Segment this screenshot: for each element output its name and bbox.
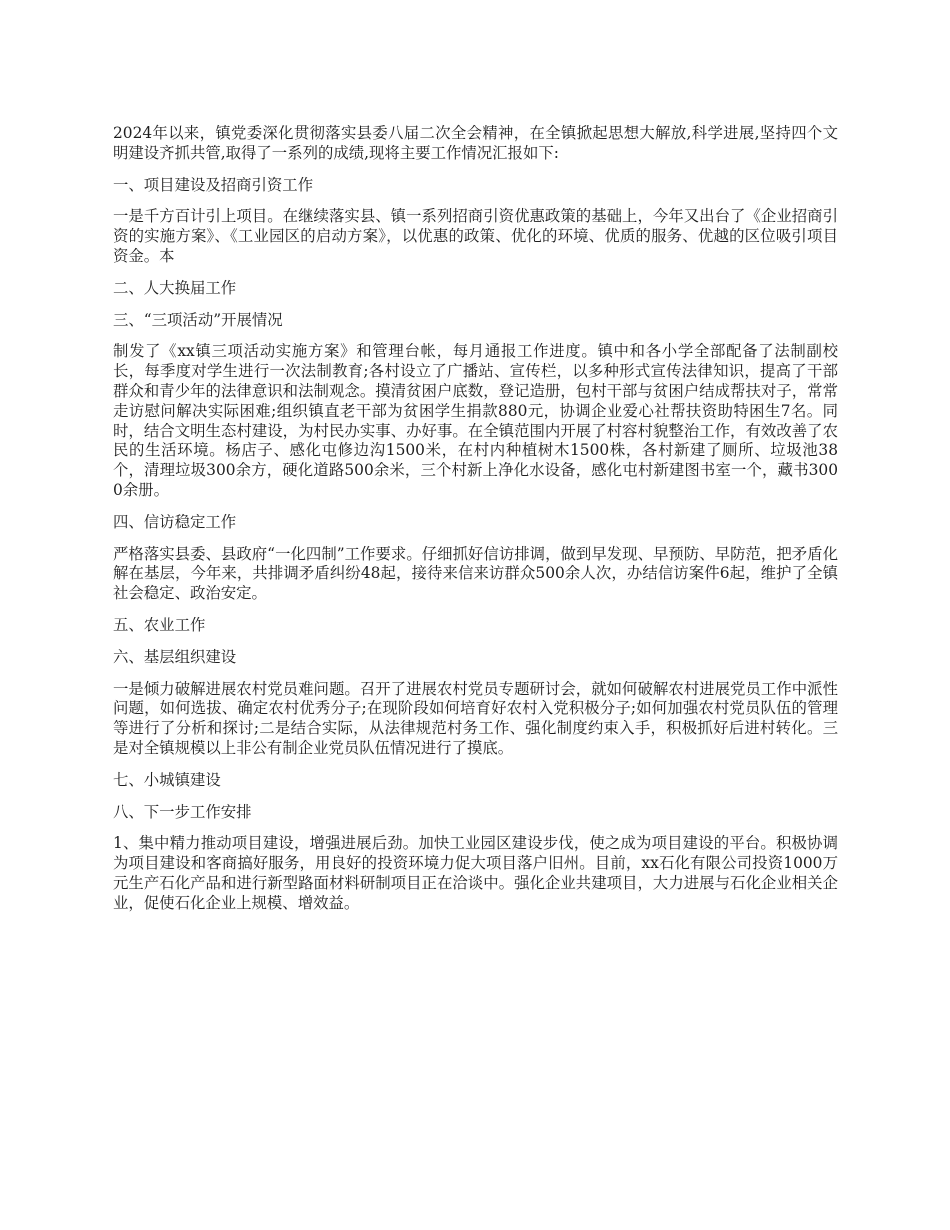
section-4-paragraph: 严格落实县委、县政府“一化四制”工作要求。仔细抓好信访排调，做到早发现、早预防、早防范，把矛盾化解在基层，今年来，共排调矛盾纠纷48起，接待来信来访群众500余人次，办结信访案件6起，维护了全镇社会稳定、政治安定。 xyxy=(113,544,838,603)
section-heading-8: 八、下一步工作安排 xyxy=(113,802,252,821)
document-page xyxy=(113,124,838,926)
section-heading-7: 七、小城镇建设 xyxy=(113,770,221,789)
section-6-paragraph: 一是倾力破解进展农村党员难问题。召开了进展农村党员专题研讨会，就如何破解农村进展党员工作中派性问题，如何选拔、确定农村优秀分子;在现阶段如何培育好农村入党积极分子;如何加强农村党员队伍的管理等进行了分析和探讨;二是结合实际，从法律规范村务工作、强化制度约束入手，积极抓好后进村转化。三是对全镇规模以上非公有制企业党员队伍情况进行了摸底。 xyxy=(113,679,838,757)
section-heading-4: 四、信访稳定工作 xyxy=(113,512,237,531)
section-heading-2: 二、人大换届工作 xyxy=(113,278,237,297)
section-3-paragraph: 制发了《xx镇三项活动实施方案》和管理台帐，每月通报工作进度。镇中和各小学全部配备了法制副校长，每季度对学生进行一次法制教育;各村设立了广播站、宣传栏，以多种形式宣传法律知识，提高了干部群众和青少年的法律意识和法制观念。摸清贫困户底数，登记造册，包村干部与贫困户结成帮扶对子，常常走访慰问解决实际困难;组织镇直老干部为贫困学生捐款880元，协调企业爱心社帮扶资助特困生7名。同时，结合文明生态村建设，为村民办实事、办好事。在全镇范围内开展了村容村貌整治工作，有效改善了农民的生活环境。杨店子、感化屯修边沟1500米，在村内种植树木1500株，各村新建了厕所、垃圾池38个，清理垃圾300余方，硬化道路500余米，三个村新上净化水设备，感化屯村新建图书室一个，藏书3000余册。 xyxy=(113,342,838,499)
section-heading-3: 三、“三项活动”开展情况 xyxy=(113,310,283,329)
section-heading-1: 一、项目建设及招商引资工作 xyxy=(113,175,314,194)
section-1-paragraph: 一是千方百计引上项目。在继续落实县、镇一系列招商引资优惠政策的基础上，今年又出台了《企业招商引资的实施方案》、《工业园区的启动方案》，以优惠的政策、优化的环境、优质的服务、优越的区位吸引项目资金。本 xyxy=(113,207,838,265)
section-heading-6: 六、基层组织建设 xyxy=(113,647,237,666)
section-heading-5: 五、农业工作 xyxy=(113,615,206,634)
section-8-paragraph: 1、集中精力推动项目建设，增强进展后劲。加快工业园区建设步伐，使之成为项目建设的平台。积极协调为项目建设和客商搞好服务，用良好的投资环境力促大项目落户旧州。目前，xx石化有限公司投资1000万元生产石化产品和进行新型路面材料研制项目正在洽谈中。强化企业共建项目，大力进展与石化企业相关企业，促使石化企业上规模、增效益。 xyxy=(113,834,838,912)
intro-paragraph: 2024年以来，镇党委深化贯彻落实县委八届二次全会精神，在全镇掀起思想大解放,科学进展,坚持四个文明建设齐抓共管,取得了一系列的成绩,现将主要工作情况汇报如下: xyxy=(113,124,838,162)
